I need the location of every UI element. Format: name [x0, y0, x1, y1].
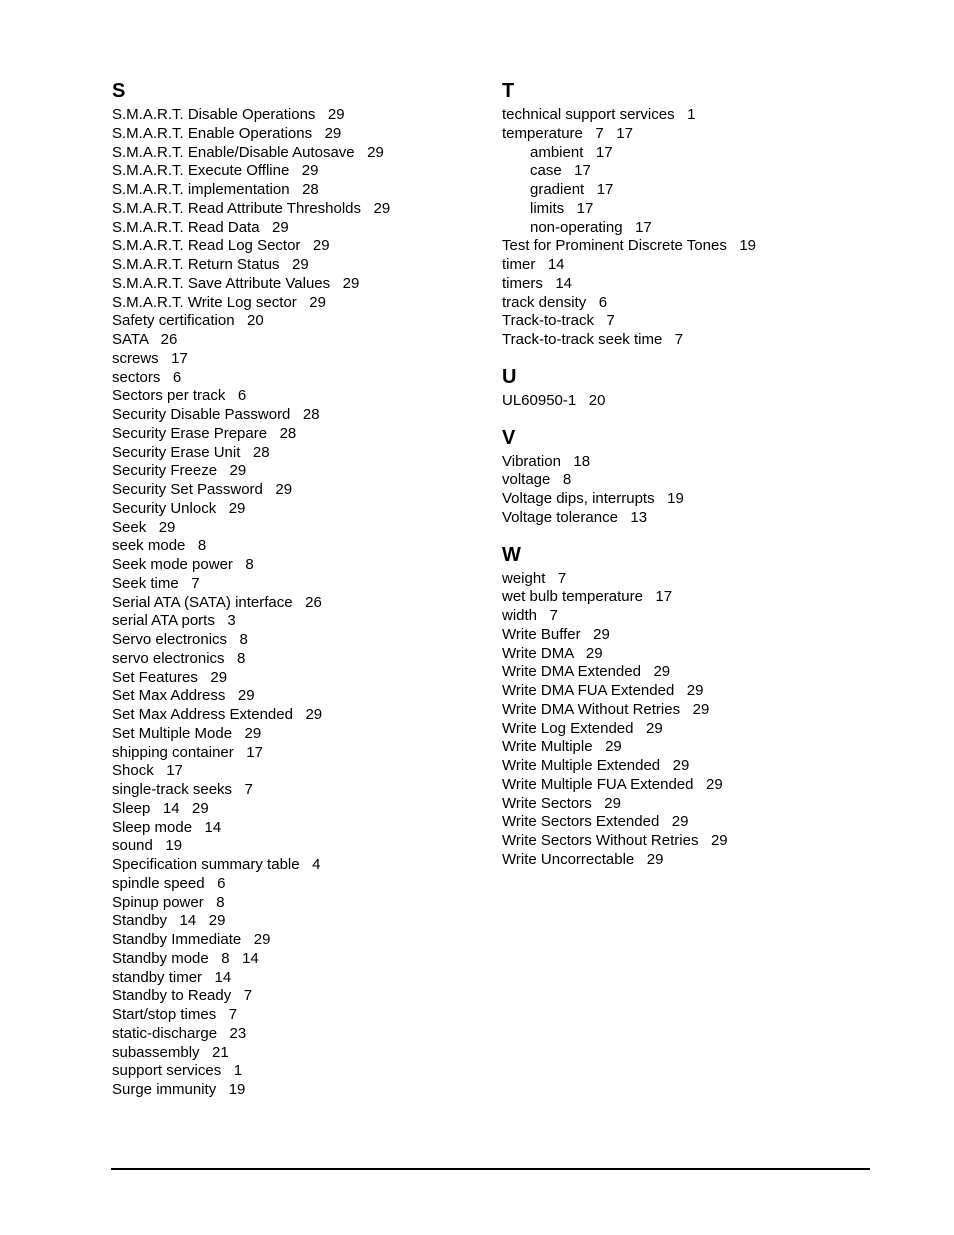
index-entry: Seek time 7	[112, 574, 200, 592]
index-entry: Set Features 29	[112, 668, 228, 686]
index-entry: track density 6	[502, 293, 608, 311]
index-entry: width 7	[502, 607, 558, 624]
index-entry: Vibration 18	[502, 452, 591, 470]
index-entry: S.M.A.R.T. Save Attribute Values 29	[112, 274, 360, 292]
index-entry: voltage 8	[502, 471, 572, 489]
index-entry: seek mode 8	[112, 537, 207, 555]
index-entry: Sleep 14 29	[112, 799, 209, 817]
index-entry: SATA 26	[112, 331, 178, 348]
index-entry: timer 14	[502, 256, 565, 273]
index-entry: Write DMA Extended 29	[502, 663, 671, 681]
index-entry: Write Uncorrectable 29	[502, 850, 664, 868]
index-entry: screws 17	[112, 349, 188, 367]
index-entry: wet bulb temperature 17	[502, 588, 673, 606]
index-entry: Security Erase Prepare 28	[112, 424, 297, 442]
index-entry: technical support services 1	[502, 106, 696, 123]
index-entry: Sleep mode 14	[112, 818, 222, 836]
index-subentry: gradient 17	[530, 181, 614, 198]
index-entry: Test for Prominent Discrete Tones 19	[502, 237, 757, 255]
section-gap	[502, 528, 902, 542]
index-subentry: case 17	[530, 162, 591, 180]
index-entry: Specification summary table 4	[112, 856, 321, 873]
index-entry: Standby Immediate 29	[112, 931, 271, 948]
index-entry: Standby 14 29	[112, 912, 226, 930]
index-entry: Security Set Password 29	[112, 481, 293, 498]
index-entry: temperature 7 17	[502, 124, 633, 142]
index-column-right	[502, 78, 902, 870]
index-entry: single-track seeks 7	[112, 781, 253, 798]
index-column-left	[112, 78, 482, 1100]
section-gap	[502, 350, 902, 364]
index-entry: support services 1	[112, 1062, 243, 1080]
index-entry: S.M.A.R.T. Return Status 29	[112, 256, 309, 273]
footer-rule	[111, 1168, 870, 1170]
index-entry: S.M.A.R.T. Enable/Disable Autosave 29	[112, 143, 384, 161]
index-entry: Voltage dips, interrupts 19	[502, 490, 684, 507]
index-entry: S.M.A.R.T. Read Data 29	[112, 218, 289, 236]
index-entry: S.M.A.R.T. implementation 28	[112, 181, 319, 198]
index-entry: Spinup power 8	[112, 893, 225, 911]
index-entry: Voltage tolerance 13	[502, 508, 648, 526]
index-section-u	[502, 364, 902, 411]
section-letter: U	[502, 365, 517, 388]
index-entry: Seek 29	[112, 518, 176, 536]
index-entry: Write DMA FUA Extended 29	[502, 682, 704, 699]
index-entry: Security Unlock 29	[112, 499, 246, 517]
index-entry: Set Multiple Mode 29	[112, 724, 262, 742]
index-entry: Servo electronics 8	[112, 631, 248, 648]
index-entry: Security Erase Unit 28	[112, 443, 270, 461]
index-entry: Standby mode 8 14	[112, 949, 259, 967]
index-entry: S.M.A.R.T. Execute Offline 29	[112, 162, 319, 180]
index-entry: Track-to-track 7	[502, 312, 615, 330]
index-entry: UL60950-1 20	[502, 391, 606, 409]
index-entry: shipping container 17	[112, 743, 263, 761]
index-entry: S.M.A.R.T. Read Log Sector 29	[112, 237, 330, 255]
index-entry: S.M.A.R.T. Write Log sector 29	[112, 293, 326, 311]
index-entry: Write Buffer 29	[502, 625, 610, 643]
index-entry: Safety certification 20	[112, 312, 264, 330]
index-section-w	[502, 542, 902, 870]
index-entry: subassembly 21	[112, 1043, 229, 1061]
section-letter: T	[502, 80, 515, 102]
index-entry: S.M.A.R.T. Read Attribute Thresholds 29	[112, 199, 391, 217]
index-entry: Standby to Ready 7	[112, 987, 253, 1005]
index-entry: Track-to-track seek time 7	[502, 331, 684, 348]
index-entry: Shock 17	[112, 762, 183, 780]
index-entry: static-discharge 23	[112, 1024, 247, 1042]
index-entry: Set Max Address Extended 29	[112, 706, 323, 723]
section-gap	[502, 411, 902, 425]
index-entry: Write Multiple FUA Extended 29	[502, 775, 723, 793]
section-letter: W	[502, 543, 521, 566]
index-entry: Write Sectors Without Retries 29	[502, 832, 728, 849]
index-section-s	[112, 78, 482, 1100]
index-entry: timers 14	[502, 274, 573, 292]
index-subentry: limits 17	[530, 199, 594, 217]
index-subentry: ambient 17	[530, 143, 613, 161]
index-entry: Serial ATA (SATA) interface 26	[112, 593, 322, 611]
index-section-t	[502, 78, 902, 350]
index-entry: Start/stop times 7	[112, 1006, 238, 1023]
index-entry: Write Multiple Extended 29	[502, 757, 690, 774]
index-entry: Security Freeze 29	[112, 462, 247, 480]
index-entry: spindle speed 6	[112, 874, 226, 892]
index-entry: Write Sectors 29	[502, 794, 621, 812]
index-entry: Set Max Address 29	[112, 687, 255, 705]
index-entry: Write DMA Without Retries 29	[502, 700, 710, 718]
index-entry: S.M.A.R.T. Disable Operations 29	[112, 106, 345, 123]
index-entry: servo electronics 8	[112, 649, 246, 667]
index-entry: Write DMA 29	[502, 644, 603, 662]
index-entry: weight 7	[502, 569, 567, 587]
index-entry: S.M.A.R.T. Enable Operations 29	[112, 124, 342, 142]
index-entry: Write Log Extended 29	[502, 719, 663, 737]
index-entry: sound 19	[112, 837, 183, 855]
index-subentry: non-operating 17	[530, 218, 652, 236]
section-letter: S	[112, 80, 126, 102]
index-entry: Sectors per track 6	[112, 387, 247, 405]
index-section-v	[502, 425, 902, 528]
section-letter: V	[502, 426, 516, 449]
index-entry: serial ATA ports 3	[112, 612, 236, 630]
index-entry: Write Sectors Extended 29	[502, 813, 689, 831]
index-entry: Write Multiple 29	[502, 738, 622, 756]
index-entry: standby timer 14	[112, 968, 232, 986]
index-entry: Security Disable Password 28	[112, 406, 320, 423]
index-entry: Seek mode power 8	[112, 556, 254, 573]
index-entry: sectors 6	[112, 368, 182, 386]
index-entry: Surge immunity 19	[112, 1081, 246, 1098]
